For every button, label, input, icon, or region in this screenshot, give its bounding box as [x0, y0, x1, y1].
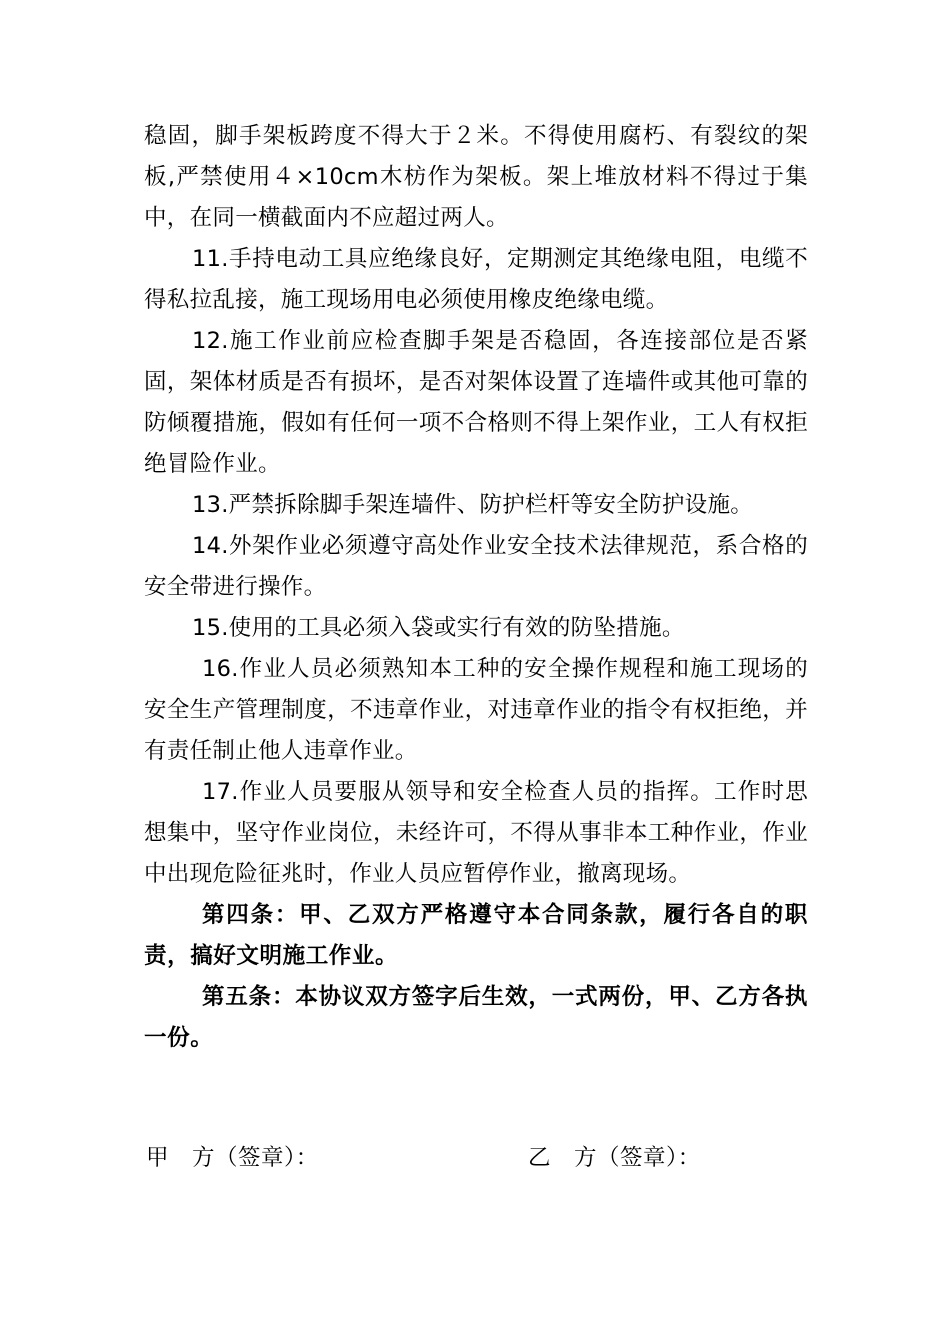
signature-party-a-label: 甲 方（签章）： [146, 1145, 319, 1171]
clause-16: 16.作业人员必须熟知本工种的安全操作规程和施工现场的安全生产管理制度，不违章作业，对违章作业的指令有权拒绝，并有责任制止他人违章作业。 [144, 656, 808, 764]
contract-body [144, 116, 808, 1059]
clause-15: 15.使用的工具必须入袋或实行有效的防坠措施。 [192, 615, 685, 641]
article-5: 第五条：本协议双方签字后生效，一式两份，甲、乙方各执一份。 [144, 984, 808, 1051]
clause-14: 14.外架作业必须遵守高处作业安全技术法律规范，系合格的安全带进行操作。 [144, 533, 808, 600]
signature-party-b-label: 乙 方（签章）： [528, 1145, 701, 1171]
clause-17: 17.作业人员要服从领导和安全检查人员的指挥。工作时思想集中，坚守作业岗位，未经许可，不得从事非本工种作业，作业中出现危险征兆时，作业人员应暂停作业，撤离现场。 [144, 779, 808, 887]
article-4: 第四条：甲、乙双方严格遵守本合同条款，履行各自的职责，搞好文明施工作业。 [144, 902, 808, 969]
paragraph-scaffold-board-rules: 稳固，脚手架板跨度不得大于２米。不得使用腐朽、有裂纹的架板,严禁使用４×10cm木枋作为架板。架上堆放材料不得过于集中，在同一横截面内不应超过两人。 [144, 123, 808, 231]
clause-12: 12.施工作业前应检查脚手架是否稳固，各连接部位是否紧固，架体材质是否有损坏，是否对架体设置了连墙件或其他可靠的防倾覆措施，假如有任何一项不合格则不得上架作业，工人有权拒绝冒险作业。 [144, 328, 808, 477]
signature-party-b [528, 1138, 701, 1179]
clause-13: 13.严禁拆除脚手架连墙件、防护栏杆等安全防护设施。 [192, 492, 754, 518]
signature-party-a [146, 1138, 319, 1179]
clause-11: 11.手持电动工具应绝缘良好，定期测定其绝缘电阻，电缆不得私拉乱接，施工现场用电必须使用橡皮绝缘电缆。 [144, 246, 808, 313]
